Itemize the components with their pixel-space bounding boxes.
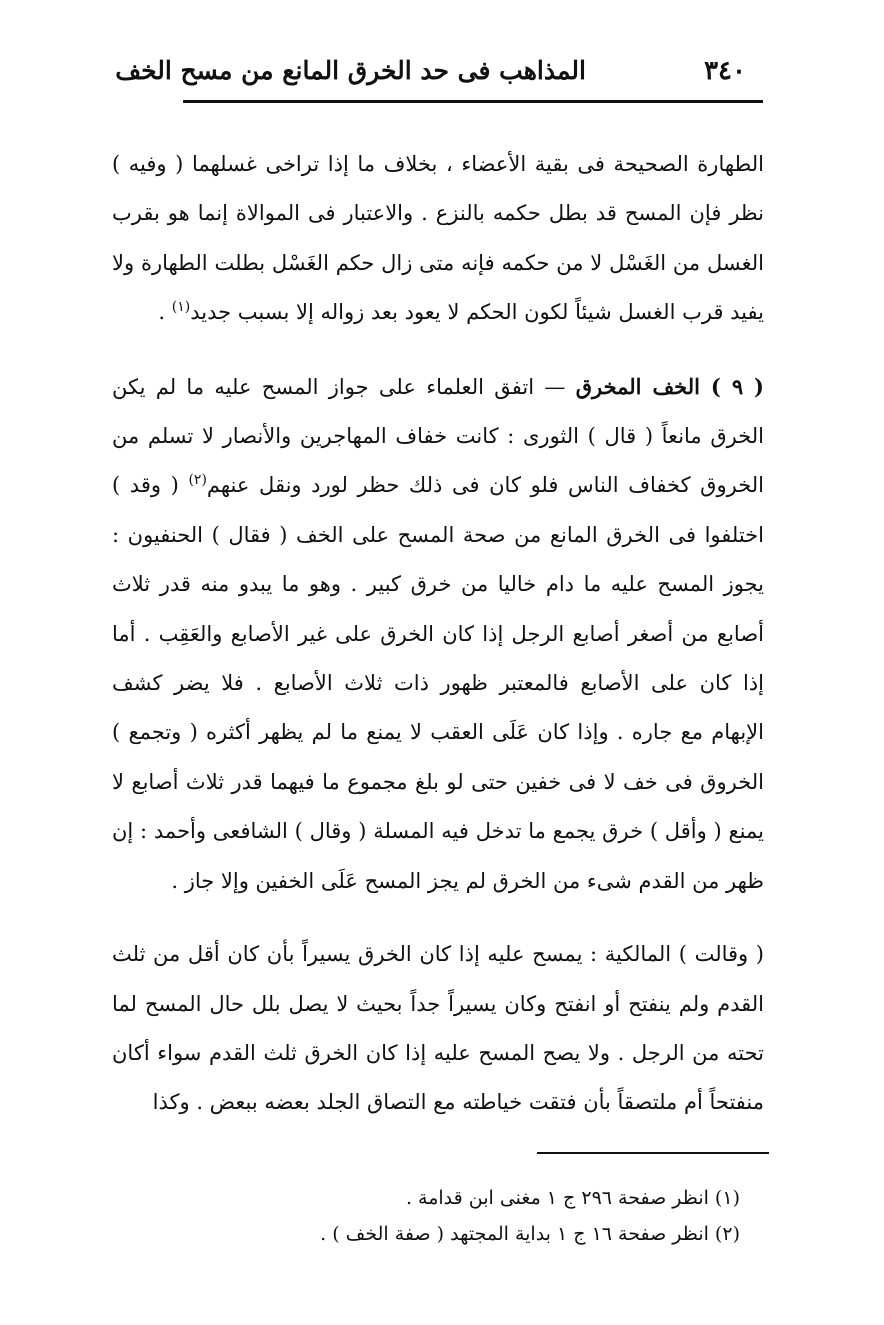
header-rule [183,100,763,103]
paragraph-tail: ( وقد ) اختلفوا فى الخرق المانع من صحة المسح على الخف ( فقال ) الحنفيون : يجوز المسح عليه ما دام خاليا من خرق كبير . وهو ما يبدو منه قدر ثلاث أصابع من أصغر أصابع الرجل إذا كان الخرق على غير الأصابع والعَقِب . أما إذا كان على الأصابع فالمعتبر ظهور ذات ثلاث الأصابع . فلا يضر كشف الإبهام مع جاره . وإذا كان عَلَى العقب لا يمنع ما لم يظهر أكثره ( وتجمع ) الخروق فى خف لا فى خفين حتى لو بلغ مجموع ما فيهما قدر ثلاث أصابع لا يمنع ( وأقل ) خرق يجمع ما تدخل فيه المسلة ( وقال ) الشافعى وأحمد : إن ظهر من القدم شىء من الخرق لم يجز المسح عَلَى الخفين وإلا جاز . [112,473,764,893]
paragraph-text: ( وقالت ) المالكية : يمسح عليه إذا كان الخرق يسيراً بأن كان أقل من ثلث القدم ولم ينفتح أو انفتح وكان يسيراً جداً بحيث لا يصل بلل حال المسح لما تحته من الرجل . ولا يصح المسح عليه إذا كان الخرق ثلث القدم سواء أكان منفتحاً أم ملتصقاً بأن فتقت خياطته مع التصاق الجلد بعضه ببعض . وكذا [112,942,764,1115]
footnote-1: (١) انظر صفحة ٢٩٦ ج ١ مغنى ابن قدامة . [405,1187,740,1209]
page-number: ٣٤٠ [704,56,746,86]
paragraph-1 [112,140,764,338]
running-title: المذاهب فى حد الخرق المانع من مسح الخف [115,56,586,85]
paragraph-text: الطهارة الصحيحة فى بقية الأعضاء ، بخلاف ما إذا تراخى غسلهما ( وفيه ) نظر فإن المسح قد بطل حكمه بالنزع . والاعتبار فى الموالاة إنما هو بقرب الغسل من الغَسْل لا من حكمه فإنه متى زال حكم الغَسْل بطلت الطهارة ولا يفيد قرب الغسل شيئاً لكون الحكم لا يعود بعد زواله إلا بسبب جديد [112,152,764,325]
paragraph-2 [112,362,764,906]
page-header [115,52,746,98]
body-text [112,140,764,1128]
section-heading: ( ٩ ) الخف المخرق [575,373,764,399]
paragraph-tail: . [158,300,172,325]
paragraph-3 [112,930,764,1128]
footnote-rule [537,1152,769,1154]
paragraph-text: — اتفق العلماء على جواز المسح عليه ما لم يكن الخرق مانعاً ( قال ) الثورى : كانت خفاف المهاجرين والأنصار لا تسلم من الخروق كخفاف الناس فلو كان فى ذلك حظر لورد ونقل عنهم [112,374,764,498]
footnote-2: (٢) انظر صفحة ١٦ ج ١ بداية المجتهد ( صفة الخف ) . [320,1223,740,1245]
footnote-mark-1: (١) [171,299,191,316]
footnote-mark-2: (٢) [188,472,207,489]
footnotes [250,1180,740,1252]
